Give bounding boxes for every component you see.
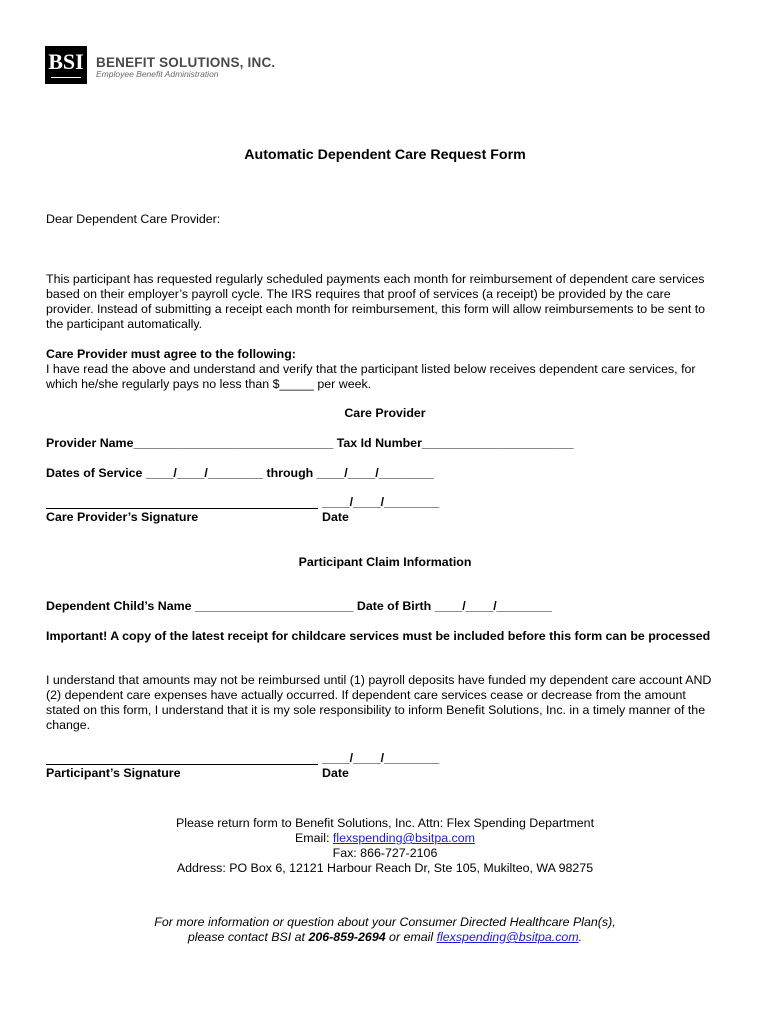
intro-line-3: provider. Instead of submitting a receipt each month for reimbursement, this form will allow reimbursements to be sent to: [46, 302, 706, 316]
return-email-label: Email:: [295, 831, 333, 845]
participant-signature-line[interactable]: [46, 764, 318, 765]
understand-line-2: (2) dependent care expenses have actually occurred. If dependent care services cease or decrease from the amount: [46, 688, 686, 702]
agree-line-1: I have read the above and understand and verify that the participant listed below receives dependent care services, for: [46, 362, 696, 376]
intro-line-1: This participant has requested regularly scheduled payments each month for reimbursement of dependent care services: [46, 272, 705, 286]
footer-or-email-text: or email: [385, 930, 437, 944]
intro-line-2: based on their employer’s payroll cycle. The IRS requires that proof of services (a receipt) be provided by the care: [46, 287, 671, 301]
agree-heading: Care Provider must agree to the following:: [46, 347, 296, 361]
return-address: Address: PO Box 6, 12121 Harbour Reach Dr, Ste 105, Mukilteo, WA 98275: [176, 861, 594, 875]
participant-signature-label: Participant’s Signature: [46, 766, 181, 780]
provider-signature-label: Care Provider’s Signature: [46, 510, 199, 524]
return-line: Please return form to Benefit Solutions, Inc. Attn: Flex Spending Department: [175, 816, 595, 830]
salutation: Dear Dependent Care Provider:: [46, 212, 221, 226]
logo-tagline: Employee Benefit Administration: [96, 69, 219, 79]
bsi-logo-mark: [45, 46, 87, 84]
return-email-link[interactable]: flexspending@bsitpa.com: [332, 831, 475, 845]
understand-line-4: change.: [46, 718, 91, 732]
child-name-field[interactable]: Dependent Child’s Name _______________________ Date of Birth ____/____/________: [46, 599, 552, 613]
understand-line-3: stated on this form, I understand that it is my sole responsibility to inform Benefit Solutions, Inc. in a timely manner of the: [46, 703, 706, 717]
footer-phone: 206-859-2694: [308, 930, 386, 944]
footer-line-1: For more information or question about your Consumer Directed Healthcare Plan(s),: [154, 915, 616, 929]
footer-email-link[interactable]: flexspending@bsitpa.com: [436, 930, 579, 944]
return-email-row: [0, 831, 770, 846]
care-provider-heading: Care Provider: [344, 406, 426, 420]
participant-date-label: Date: [322, 766, 349, 780]
logo-mark-rule: [51, 77, 81, 78]
provider-date-label: Date: [322, 510, 349, 524]
return-fax: Fax: 866-727-2106: [332, 846, 438, 860]
footer-contact-text: please contact BSI at: [187, 930, 309, 944]
form-title: Automatic Dependent Care Request Form: [244, 147, 526, 163]
logo-company-name: BENEFIT SOLUTIONS, INC.: [96, 55, 276, 70]
provider-sign-date-field[interactable]: ____/____/________: [322, 495, 440, 509]
provider-name-field[interactable]: Provider Name_____________________________ Tax Id Number______________________: [46, 436, 574, 450]
footer-line-2: [0, 930, 770, 945]
intro-line-4: the participant automatically.: [46, 317, 203, 331]
dates-of-service-field[interactable]: Dates of Service ____/____/________ through ____/____/________: [46, 466, 434, 480]
footer-period: .: [578, 930, 583, 944]
participant-heading: Participant Claim Information: [298, 555, 472, 569]
participant-sign-date-field[interactable]: ____/____/________: [322, 751, 440, 765]
understand-line-1: I understand that amounts may not be reimbursed until (1) payroll deposits have funded my dependent care account AND: [46, 673, 712, 687]
agree-line-2: which he/she regularly pays no less than $_____ per week.: [46, 377, 372, 391]
important-notice: Important! A copy of the latest receipt for childcare services must be included before this form can be processed: [46, 629, 711, 643]
logo-mark-text: BSI: [48, 49, 84, 74]
provider-signature-line[interactable]: [46, 508, 318, 509]
